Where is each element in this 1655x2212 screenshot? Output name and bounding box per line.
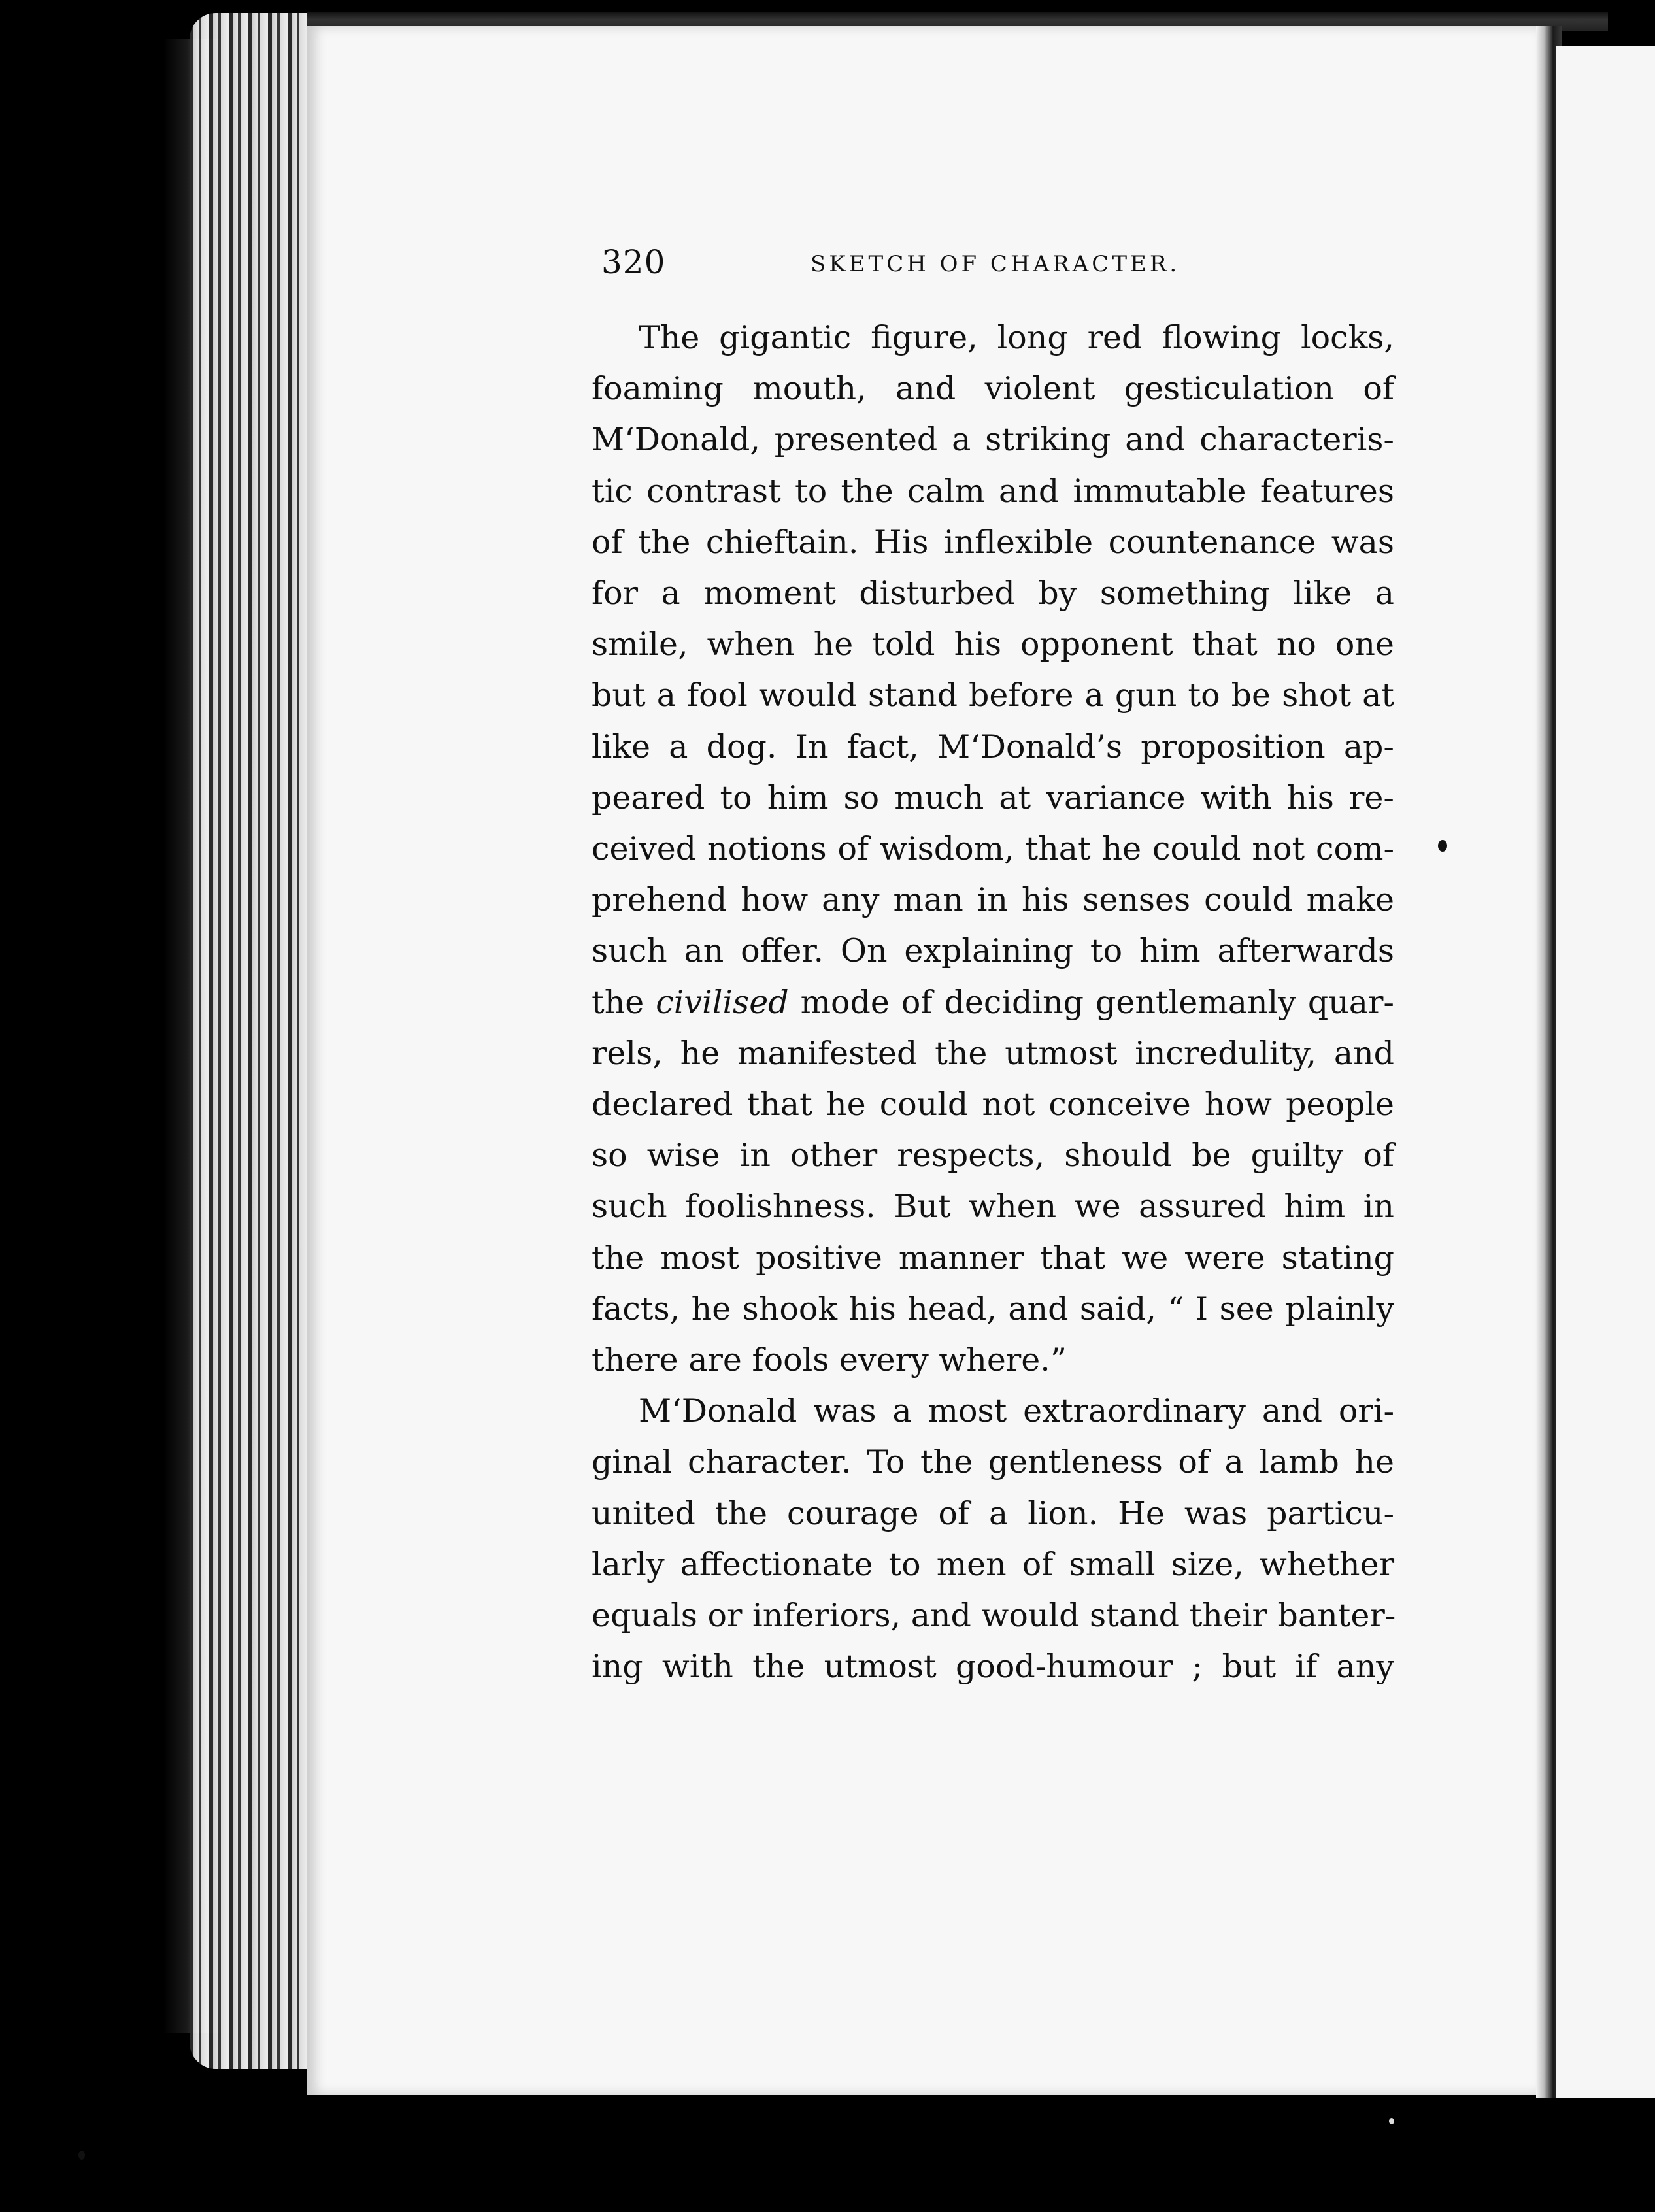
- running-head: SKETCH OF CHARACTER.: [811, 251, 1180, 277]
- text-line: tic contrast to the calm and immutable features: [592, 472, 1394, 510]
- ink-speck: [1438, 840, 1447, 852]
- text-line: declared that he could not conceive how people: [592, 1086, 1394, 1124]
- text-line: united the courage of a lion. He was particu-: [592, 1494, 1394, 1532]
- text-line: such an offer. On explaining to him afterwards: [592, 932, 1394, 970]
- text-line: M‘Donald was a most extraordinary and ori-: [639, 1392, 1394, 1430]
- text-line: M‘Donald, presented a striking and characteris-: [592, 421, 1394, 459]
- text-line: like a dog. In fact, M‘Donald’s proposition ap-: [592, 728, 1394, 765]
- italic-word: civilised: [656, 983, 789, 1021]
- text-line: so wise in other respects, should be guilty of: [592, 1137, 1394, 1175]
- page-number: 320: [601, 243, 666, 281]
- text-line: such foolishness. But when we assured him in: [592, 1188, 1394, 1226]
- text-segment: the: [592, 983, 656, 1021]
- ink-speck: [78, 2151, 85, 2160]
- facing-page-edge: [1556, 46, 1655, 2098]
- text-line: the most positive manner that we were stating: [592, 1239, 1394, 1277]
- text-line: peared to him so much at variance with his re-: [592, 779, 1394, 816]
- text-line: foaming mouth, and violent gesticulation of: [592, 370, 1394, 408]
- paragraph-1: [592, 312, 1394, 1386]
- text-line: for a moment disturbed by something like a: [592, 575, 1394, 612]
- text-line: prehend how any man in his senses could make: [592, 881, 1394, 919]
- text-line: ginal character. To the gentleness of a lamb he: [592, 1443, 1394, 1481]
- text-line-italic-word: [592, 977, 1394, 1028]
- text-line: equals or inferiors, and would stand their banter-: [592, 1597, 1396, 1635]
- text-line: of the chieftain. His inflexible countenance was: [592, 523, 1394, 561]
- text-line: ing with the utmost good-humour ; but if any: [592, 1648, 1394, 1686]
- text-line: but a fool would stand before a gun to be shot at: [592, 677, 1394, 714]
- text-line: there are fools every where.”: [592, 1341, 1067, 1379]
- text-line: smile, when he told his opponent that no one: [592, 626, 1394, 663]
- ink-speck: [1389, 2118, 1394, 2124]
- text-line: facts, he shook his head, and said, “ I see plainly: [592, 1290, 1394, 1328]
- text-line: The gigantic figure, long red flowing locks,: [639, 319, 1394, 356]
- page-body: [592, 312, 1394, 1692]
- text-line: rels, he manifested the utmost incredulity, and: [592, 1034, 1394, 1072]
- page-header: [601, 243, 1209, 289]
- text-segment: mode of deciding gentlemanly quar-: [788, 983, 1394, 1021]
- text-line: larly affectionate to men of small size, whether: [592, 1545, 1394, 1583]
- text-line: ceived notions of wisdom, that he could not com-: [592, 830, 1394, 868]
- paragraph-2: [592, 1386, 1394, 1692]
